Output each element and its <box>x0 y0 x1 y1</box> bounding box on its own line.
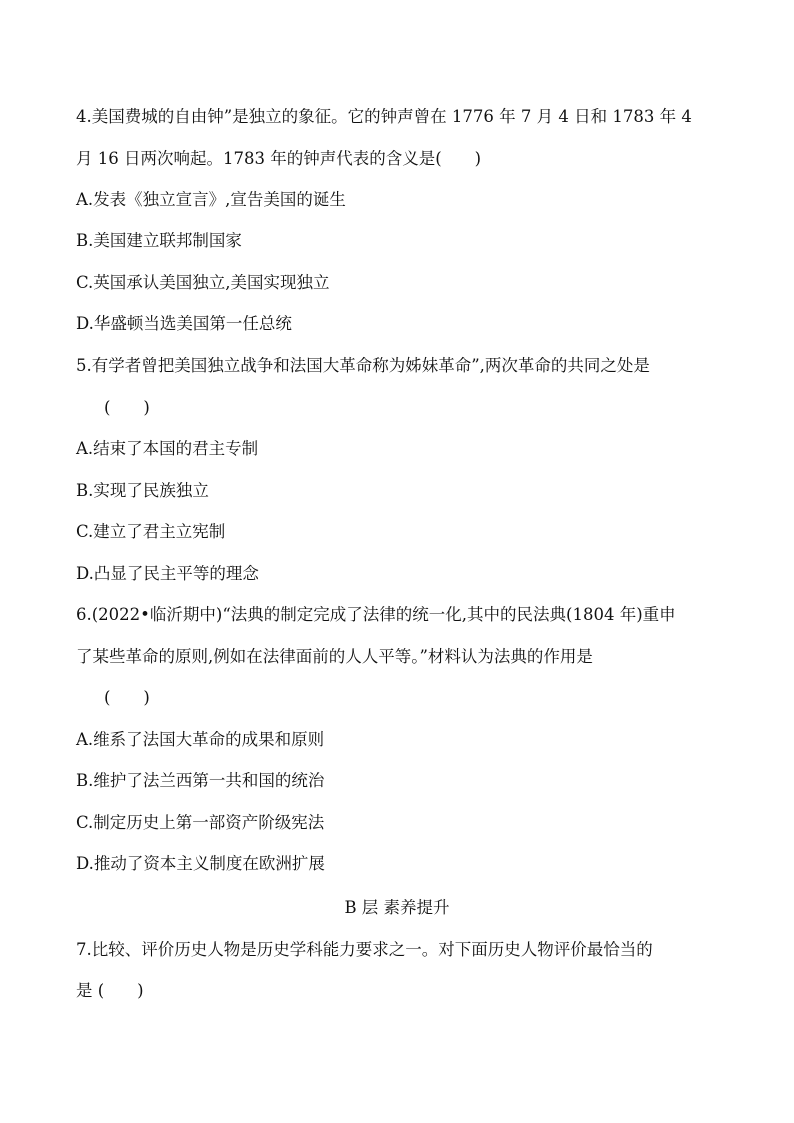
q5-stem-line1: 5.有学者曾把美国独立战争和法国大革命称为姊妹革命”,两次革命的共同之处是 <box>76 356 650 375</box>
q6-option-d: D.推动了资本主义制度在欧洲扩展 <box>76 854 325 873</box>
q4-option-d: D.华盛顿当选美国第一任总统 <box>76 314 292 333</box>
section-b-heading: B 层 素养提升 <box>344 898 450 917</box>
q4-option-c: C.英国承认美国独立,美国实现独立 <box>76 273 330 292</box>
q5-option-c: C.建立了君主立宪制 <box>76 522 226 541</box>
q6-stem-line2: 了某些革命的原则,例如在法律面前的人人平等。”材料认为法典的作用是 <box>76 647 593 666</box>
q5-answer-blank: ( ) <box>104 398 150 417</box>
q6-stem-line1: 6.(2022•临沂期中)“法典的制定完成了法律的统一化,其中的民法典(1804 年)重申 <box>76 605 676 624</box>
q5-option-d: D.凸显了民主平等的理念 <box>76 564 259 583</box>
q5-option-a: A.结束了本国的君主专制 <box>76 439 259 458</box>
q5-option-b: B.实现了民族独立 <box>76 481 209 500</box>
q6-option-b: B.维护了法兰西第一共和国的统治 <box>76 771 325 790</box>
q4-stem-line1: 4.美国费城的自由钟”是独立的象征。它的钟声曾在 1776 年 7 月 4 日和 1783 年 4 <box>76 107 692 126</box>
q4-option-b: B.美国建立联邦制国家 <box>76 231 242 250</box>
q6-option-c: C.制定历史上第一部资产阶级宪法 <box>76 813 325 832</box>
q4-stem-line2: 月 16 日两次响起。1783 年的钟声代表的含义是( ) <box>76 149 482 168</box>
q7-stem-line1: 7.比较、评价历史人物是历史学科能力要求之一。对下面历史人物评价最恰当的 <box>76 940 653 959</box>
q7-stem-line2: 是 ( ) <box>76 981 144 1000</box>
q6-answer-blank: ( ) <box>104 688 150 707</box>
q4-option-a: A.发表《独立宣言》,宣告美国的诞生 <box>76 190 346 209</box>
q6-option-a: A.维系了法国大革命的成果和原则 <box>76 730 325 749</box>
